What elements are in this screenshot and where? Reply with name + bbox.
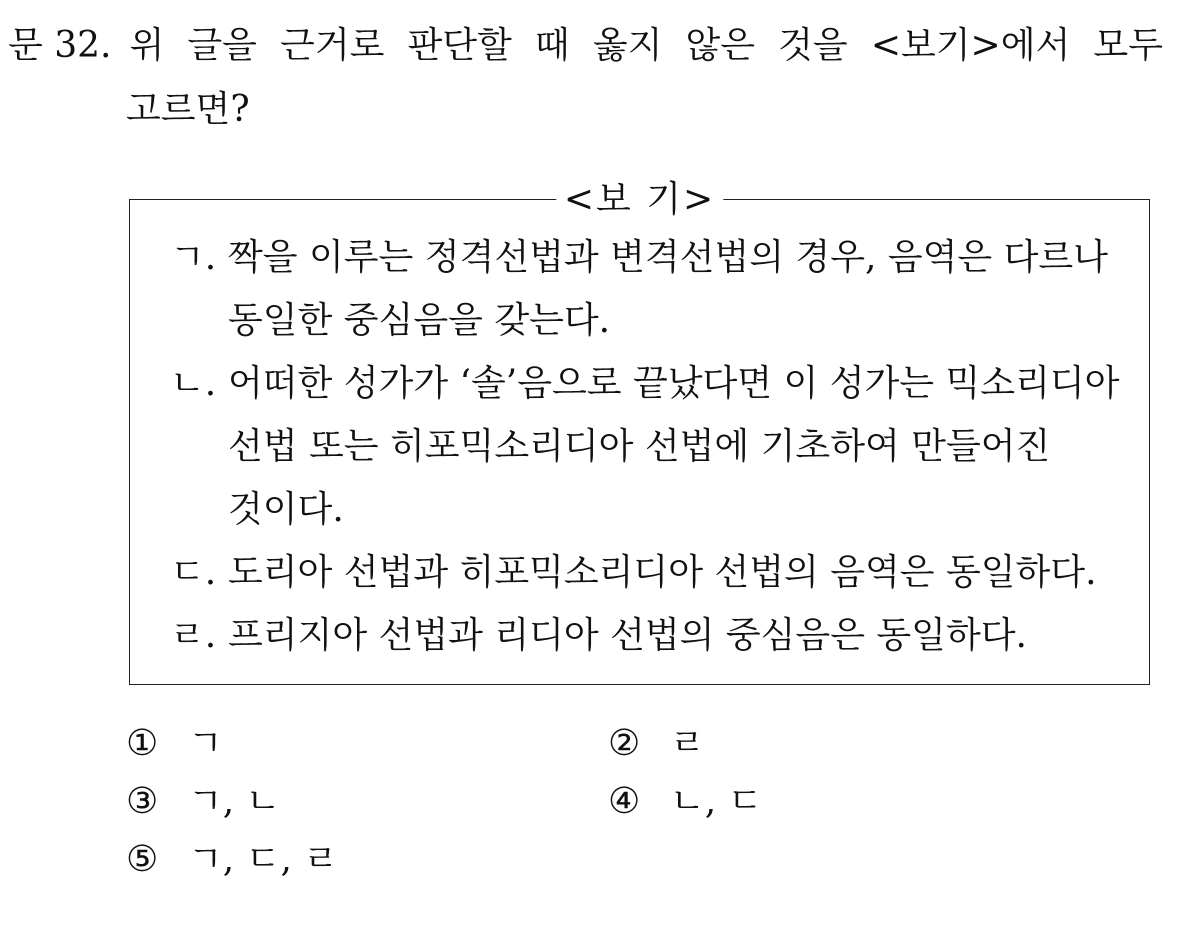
item-text: 선법 또는 히포믹소리디아 선법에 기초하여 만들어진 bbox=[228, 426, 1051, 467]
question-line-1 bbox=[8, 14, 1163, 78]
choice-text: ㄹ bbox=[670, 723, 705, 764]
item-text: 어떠한 성가가 ‘솔’음으로 끝났다면 이 성가는 믹소리디아 bbox=[228, 363, 1120, 404]
question-word: 모두 bbox=[1093, 25, 1163, 66]
choice-4[interactable] bbox=[608, 774, 1008, 830]
bogi-item-giyeok bbox=[170, 226, 1120, 289]
item-text: 짝을 이루는 정격선법과 변격선법의 경우, 음역은 다르나 bbox=[228, 237, 1108, 278]
choice-text: ㄴ, ㄷ bbox=[670, 781, 763, 822]
bogi-title: <보 기> bbox=[556, 175, 723, 225]
bogi-item-digeut bbox=[170, 541, 1120, 604]
question-word: 판단할 bbox=[407, 25, 512, 66]
bogi-item-rieul bbox=[170, 604, 1120, 667]
bogi-box bbox=[129, 179, 1150, 685]
item-marker: ㄴ. bbox=[170, 363, 217, 404]
item-text: 것이다. bbox=[228, 489, 344, 530]
question-word: 것을 bbox=[778, 25, 848, 66]
question-word: 글을 bbox=[187, 25, 257, 66]
choice-text: ㄱ, ㄷ, ㄹ bbox=[188, 839, 339, 880]
item-text: 프리지아 선법과 리디아 선법의 중심음은 동일하다. bbox=[228, 615, 1027, 656]
choice-text: ㄱ bbox=[188, 723, 223, 764]
answer-choices bbox=[126, 716, 1026, 888]
question-word: 위 bbox=[129, 25, 165, 66]
item-marker: ㄷ. bbox=[170, 552, 217, 593]
choice-3[interactable] bbox=[126, 774, 608, 830]
item-marker: ㄱ. bbox=[170, 237, 217, 278]
question-word: 때 bbox=[534, 25, 570, 66]
bogi-item-nieun-cont bbox=[170, 478, 1120, 541]
choice-1[interactable] bbox=[126, 716, 608, 772]
question-word: 옳지 bbox=[592, 25, 663, 66]
question-text bbox=[129, 14, 1163, 78]
question-word: 않은 bbox=[685, 25, 756, 66]
question-word: 근거로 bbox=[280, 25, 385, 66]
choice-number: ④ bbox=[608, 781, 641, 822]
bogi-items bbox=[170, 226, 1120, 667]
item-text: 도리아 선법과 히포믹소리디아 선법의 음역은 동일하다. bbox=[228, 552, 1097, 593]
item-marker: ㄹ. bbox=[170, 615, 217, 656]
choice-number: ① bbox=[126, 723, 159, 764]
choice-text: ㄱ, ㄴ bbox=[188, 781, 281, 822]
choice-2[interactable] bbox=[608, 716, 1008, 772]
question-stem bbox=[8, 14, 1168, 142]
question-number: 문 32. bbox=[8, 25, 112, 66]
question-word: <보기>에서 bbox=[870, 25, 1071, 66]
bogi-item-giyeok-cont bbox=[170, 289, 1120, 352]
bogi-item-nieun bbox=[170, 352, 1120, 415]
item-text: 동일한 중심음을 갖는다. bbox=[228, 300, 611, 341]
choice-5[interactable] bbox=[126, 832, 608, 888]
question-line-2: 고르면? bbox=[126, 89, 250, 130]
bogi-item-nieun-cont bbox=[170, 415, 1120, 478]
choice-number: ③ bbox=[126, 781, 159, 822]
choice-number: ② bbox=[608, 723, 641, 764]
choice-number: ⑤ bbox=[126, 839, 159, 880]
